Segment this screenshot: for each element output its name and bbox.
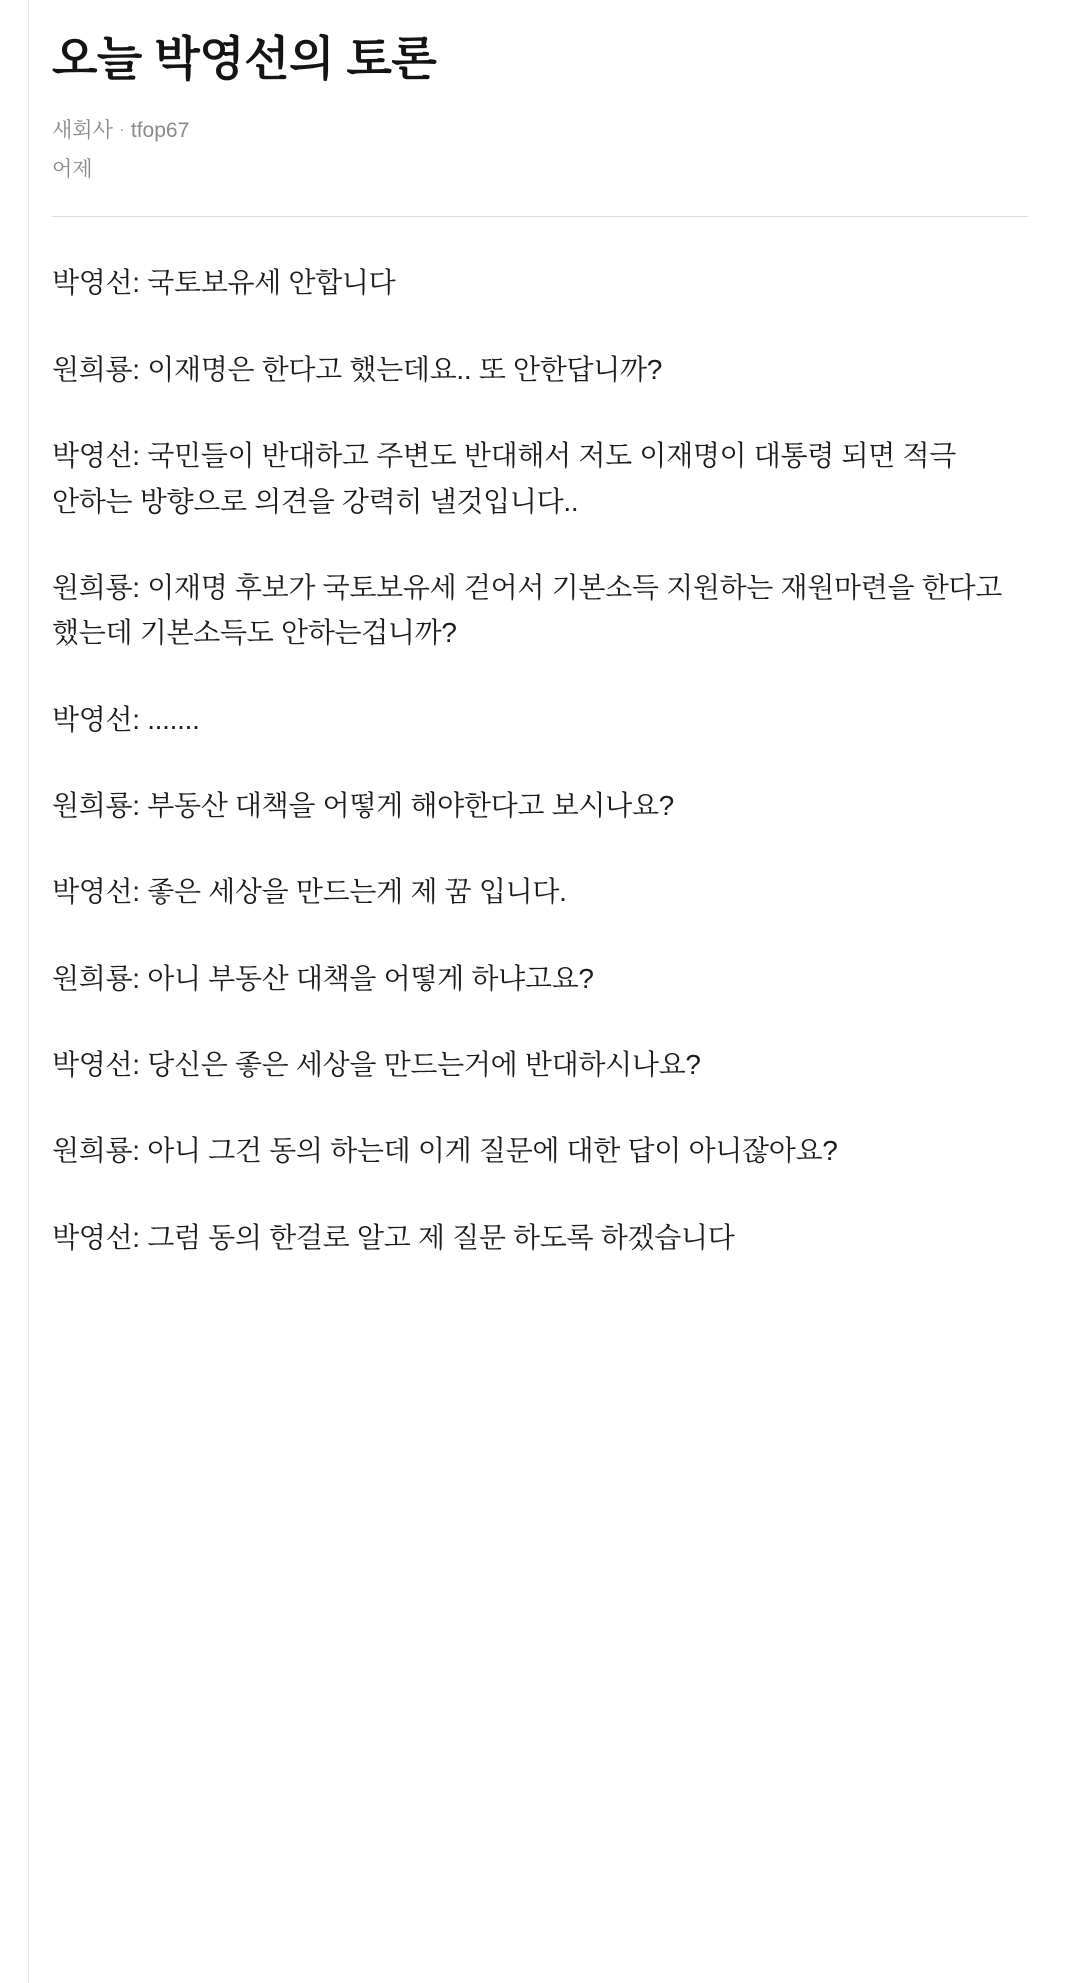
page-title: 오늘 박영선의 토론	[52, 32, 437, 85]
left-margin-rule	[28, 0, 29, 1983]
post-paragraph: 원희룡: 이재명은 한다고 했는데요.. 또 안한답니까?	[52, 353, 663, 385]
meta-separator: ·	[118, 119, 125, 140]
post-paragraph: 원희룡: 이재명 후보가 국토보유세 걷어서 기본소득 지원하는 재원마련을 한다고 했는데 기본소득도 안하는겁니까?	[52, 571, 1010, 649]
post-date: 어제	[52, 157, 93, 181]
post-paragraph: 박영선: 좋은 세상을 만드는게 제 꿈 입니다.	[52, 876, 567, 908]
post-body	[52, 217, 1028, 1280]
post-paragraph: 박영선: .......	[52, 703, 200, 735]
post-paragraph: 박영선: 그럼 동의 한걸로 알고 제 질문 하도록 하겠습니다	[52, 1221, 735, 1253]
author-name[interactable]: tfop67	[130, 119, 190, 143]
post-paragraph: 박영선: 국토보유세 안합니다	[52, 267, 396, 299]
post-paragraph: 원희룡: 아니 그건 동의 하는데 이게 질문에 대한 답이 아니잖아요?	[52, 1135, 838, 1167]
post-meta	[52, 115, 1028, 148]
post-paragraph: 원희룡: 아니 부동산 대책을 어떻게 하냐고요?	[52, 962, 594, 994]
post-paragraph: 원희룡: 부동산 대책을 어떻게 해야한다고 보시나요?	[52, 789, 674, 821]
post-paragraph: 박영선: 당신은 좋은 세상을 만드는거에 반대하시나요?	[52, 1049, 701, 1081]
post-paragraph: 박영선: 국민들이 반대하고 주변도 반대해서 저도 이재명이 대통령 되면 적극 안하는 방향으로 의견을 강력히 낼것입니다..	[52, 440, 964, 517]
board-name[interactable]: 새회사	[52, 119, 113, 143]
